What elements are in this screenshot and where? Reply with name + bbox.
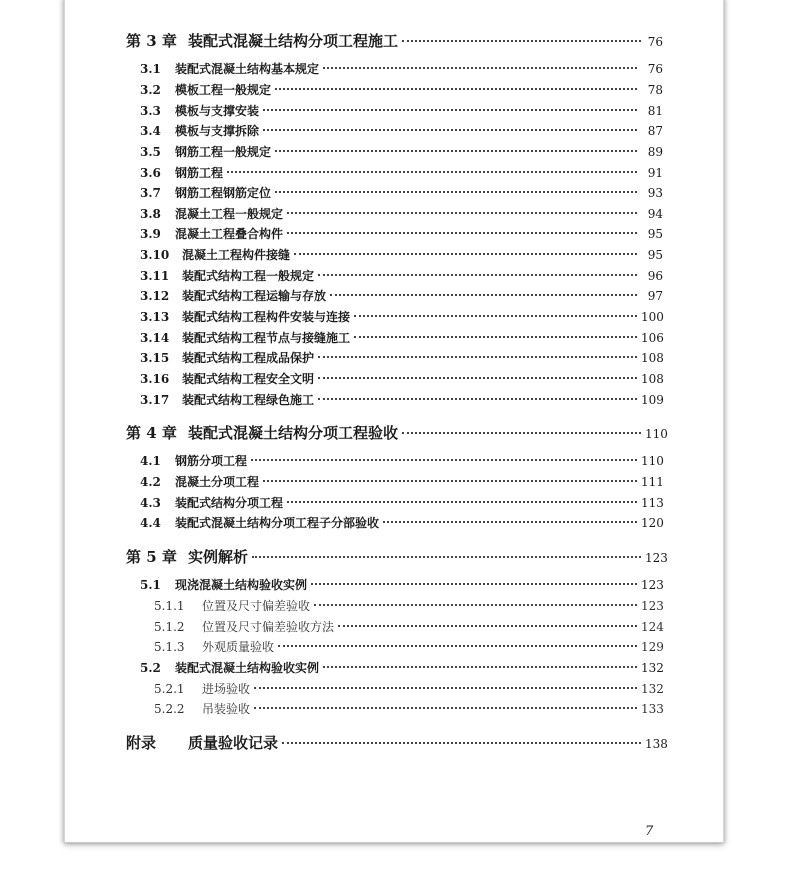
toc-entry-sub	[154, 680, 663, 697]
dot-leader	[338, 625, 637, 627]
toc-entry-section	[140, 164, 663, 181]
toc-entry-number: 第 5 章	[126, 548, 177, 566]
toc-entry-chapter	[126, 30, 663, 51]
toc-entry-title: 混凝土分项工程	[175, 475, 260, 489]
toc-entry-title: 现浇混凝土结构验收实例	[175, 578, 308, 592]
toc-entry-page: 81	[647, 104, 663, 118]
toc-entry-section	[140, 576, 663, 593]
toc-entry-title: 装配式混凝土结构验收实例	[175, 661, 320, 675]
dot-leader	[287, 501, 637, 503]
toc-entry-title: 模板与支撑拆除	[175, 124, 260, 138]
toc-entry-title: 装配式结构工程构件安装与连接	[182, 310, 351, 324]
toc-entry-number: 3.2	[140, 83, 161, 97]
toc-entry-section	[140, 514, 663, 531]
toc-entry-title: 装配式结构分项工程	[175, 496, 284, 510]
dot-leader	[318, 274, 637, 276]
toc-entry-page: 133	[641, 702, 664, 716]
toc-entry-title: 装配式结构工程绿色施工	[182, 393, 315, 407]
toc-entry-section	[140, 60, 663, 77]
toc-entry-section	[140, 308, 663, 325]
dot-leader	[294, 253, 637, 255]
toc-entry-number: 5.2.2	[154, 702, 185, 716]
dot-leader	[282, 742, 641, 744]
toc-entry-title: 进场验收	[202, 682, 251, 696]
toc-entry-page: 106	[641, 331, 664, 345]
toc-entry-chapter	[126, 732, 668, 753]
toc-entry-title: 装配式混凝土结构分项工程验收	[188, 424, 399, 442]
dot-leader	[252, 556, 641, 558]
dot-leader	[275, 150, 637, 152]
toc-entry-page: 132	[641, 682, 664, 696]
toc-entry-title: 混凝土工程叠合构件	[175, 227, 284, 241]
dot-leader	[354, 336, 637, 338]
toc-entry-section	[140, 184, 663, 201]
toc-entry-number: 3.11	[140, 269, 170, 283]
toc-entry-number: 3.5	[140, 145, 161, 159]
dot-leader	[251, 459, 637, 461]
toc-entry-number: 4.2	[140, 475, 161, 489]
toc-entry-number: 5.1.2	[154, 620, 185, 634]
toc-entry-number: 3.9	[140, 227, 161, 241]
toc-entry-number: 3.1	[140, 62, 161, 76]
toc-entry-title: 吊装验收	[202, 702, 251, 716]
dot-leader	[330, 294, 637, 296]
dot-leader	[323, 666, 637, 668]
toc-entry-title: 模板工程一般规定	[175, 83, 272, 97]
toc-entry-number: 第 3 章	[126, 32, 177, 50]
dot-leader	[402, 432, 641, 434]
toc-entry-number: 4.1	[140, 454, 161, 468]
toc-entry-page: 94	[647, 207, 663, 221]
toc-entry-section	[140, 267, 663, 284]
dot-leader	[318, 356, 637, 358]
toc-entry-section	[140, 246, 663, 263]
toc-entry-title: 质量验收记录	[188, 734, 279, 752]
toc-entry-page: 93	[647, 186, 663, 200]
toc-entry-page: 109	[641, 393, 664, 407]
toc-entry-number: 5.2	[140, 661, 161, 675]
dot-leader	[383, 521, 637, 523]
toc-entry-title: 模板与支撑安装	[175, 104, 260, 118]
toc-entry-title: 装配式混凝土结构基本规定	[175, 62, 320, 76]
toc-entry-section	[140, 329, 663, 346]
toc-entry-title: 装配式结构工程节点与接缝施工	[182, 331, 351, 345]
toc-entry-page: 129	[641, 640, 664, 654]
dot-leader	[311, 583, 637, 585]
toc-entry-title: 装配式结构工程一般规定	[182, 269, 315, 283]
toc-entry-page: 113	[641, 496, 664, 510]
toc-entry-sub	[154, 597, 663, 614]
dot-leader	[278, 645, 637, 647]
toc-entry-page: 76	[647, 62, 663, 76]
dot-leader	[263, 109, 637, 111]
toc-entry-page: 138	[645, 737, 668, 751]
toc-entry-page: 123	[641, 599, 664, 613]
book-page	[64, 0, 724, 843]
toc-entry-section	[140, 122, 663, 139]
toc-entry-section	[140, 349, 663, 366]
dot-leader	[263, 480, 637, 482]
toc-entry-sub	[154, 638, 663, 655]
toc-entry-title: 装配式结构工程成品保护	[182, 351, 315, 365]
toc-entry-number: 4.4	[140, 516, 161, 530]
toc-entry-number: 3.13	[140, 310, 170, 324]
toc-entry-section	[140, 143, 663, 160]
toc-entry-chapter	[126, 422, 668, 443]
toc-entry-page: 132	[641, 661, 664, 675]
toc-entry-page: 124	[641, 620, 664, 634]
toc-entry-page: 96	[647, 269, 663, 283]
dot-leader	[323, 67, 637, 69]
toc-entry-section	[140, 473, 663, 490]
toc-entry-title: 装配式结构工程运输与存放	[182, 289, 327, 303]
toc-entry-page: 123	[641, 578, 664, 592]
dot-leader	[254, 687, 637, 689]
toc-entry-page: 110	[641, 454, 664, 468]
toc-entry-title: 实例解析	[188, 548, 249, 566]
dot-leader	[354, 315, 637, 317]
toc-entry-page: 100	[641, 310, 664, 324]
toc-entry-number: 第 4 章	[126, 424, 177, 442]
toc-entry-number: 5.1	[140, 578, 161, 592]
toc-entry-page: 110	[645, 427, 668, 441]
toc-entry-number: 3.14	[140, 331, 170, 345]
toc-entry-number: 3.15	[140, 351, 170, 365]
toc-entry-number: 5.1.1	[154, 599, 185, 613]
toc-entry-title: 位置及尺寸偏差验收	[202, 599, 311, 613]
toc-entry-number: 5.2.1	[154, 682, 185, 696]
toc-entry-number: 3.17	[140, 393, 170, 407]
toc-entry-title: 外观质量验收	[202, 640, 275, 654]
toc-entry-page: 97	[647, 289, 663, 303]
toc-entry-number: 3.6	[140, 166, 161, 180]
toc-entry-title: 装配式结构工程安全文明	[182, 372, 315, 386]
table-of-contents	[65, 0, 723, 842]
toc-entry-number: 4.3	[140, 496, 161, 510]
toc-entry-chapter	[126, 546, 668, 567]
toc-entry-number: 5.1.3	[154, 640, 185, 654]
dot-leader	[275, 191, 637, 193]
toc-entry-page: 95	[647, 248, 663, 262]
toc-entry-sub	[154, 700, 663, 717]
toc-entry-page: 123	[645, 551, 668, 565]
toc-entry-title: 钢筋工程一般规定	[175, 145, 272, 159]
dot-leader	[227, 171, 637, 173]
toc-entry-number: 附录	[126, 734, 157, 752]
page-number: 7	[645, 824, 654, 839]
toc-entry-number: 3.8	[140, 207, 161, 221]
toc-entry-title: 钢筋工程	[175, 166, 224, 180]
toc-entry-page: 87	[647, 124, 663, 138]
toc-entry-title: 混凝土工程构件接缝	[182, 248, 291, 262]
dot-leader	[318, 398, 637, 400]
toc-entry-section	[140, 659, 663, 676]
toc-entry-number: 3.7	[140, 186, 161, 200]
toc-entry-page: 78	[647, 83, 663, 97]
dot-leader	[287, 232, 637, 234]
toc-entry-page: 95	[647, 227, 663, 241]
toc-entry-page: 120	[641, 516, 664, 530]
toc-entry-title: 位置及尺寸偏差验收方法	[202, 620, 335, 634]
toc-entry-page: 91	[647, 166, 663, 180]
toc-entry-number: 3.4	[140, 124, 161, 138]
toc-entry-page: 111	[641, 475, 664, 489]
dot-leader	[263, 129, 637, 131]
dot-leader	[254, 707, 637, 709]
toc-entry-title: 装配式混凝土结构分项工程施工	[188, 32, 399, 50]
dot-leader	[275, 88, 637, 90]
toc-entry-number: 3.16	[140, 372, 170, 386]
toc-entry-title: 装配式混凝土结构分项工程子分部验收	[175, 516, 380, 530]
toc-entry-section	[140, 391, 663, 408]
toc-entry-sub	[154, 618, 663, 635]
dot-leader	[314, 604, 637, 606]
toc-entry-title: 钢筋分项工程	[175, 454, 248, 468]
toc-entry-section	[140, 102, 663, 119]
dot-leader	[318, 377, 637, 379]
toc-entry-section	[140, 494, 663, 511]
toc-entry-page: 76	[647, 35, 663, 49]
dot-leader	[287, 212, 637, 214]
toc-entry-title: 钢筋工程钢筋定位	[175, 186, 272, 200]
toc-entry-number: 3.10	[140, 248, 170, 262]
toc-entry-section	[140, 81, 663, 98]
toc-entry-number: 3.12	[140, 289, 170, 303]
toc-entry-title: 混凝土工程一般规定	[175, 207, 284, 221]
toc-entry-section	[140, 452, 663, 469]
toc-entry-page: 108	[641, 372, 664, 386]
toc-entry-number: 3.3	[140, 104, 161, 118]
dot-leader	[402, 40, 641, 42]
toc-entry-section	[140, 287, 663, 304]
toc-entry-section	[140, 225, 663, 242]
toc-entry-section	[140, 370, 663, 387]
toc-entry-section	[140, 205, 663, 222]
toc-entry-page: 108	[641, 351, 664, 365]
toc-entry-page: 89	[647, 145, 663, 159]
